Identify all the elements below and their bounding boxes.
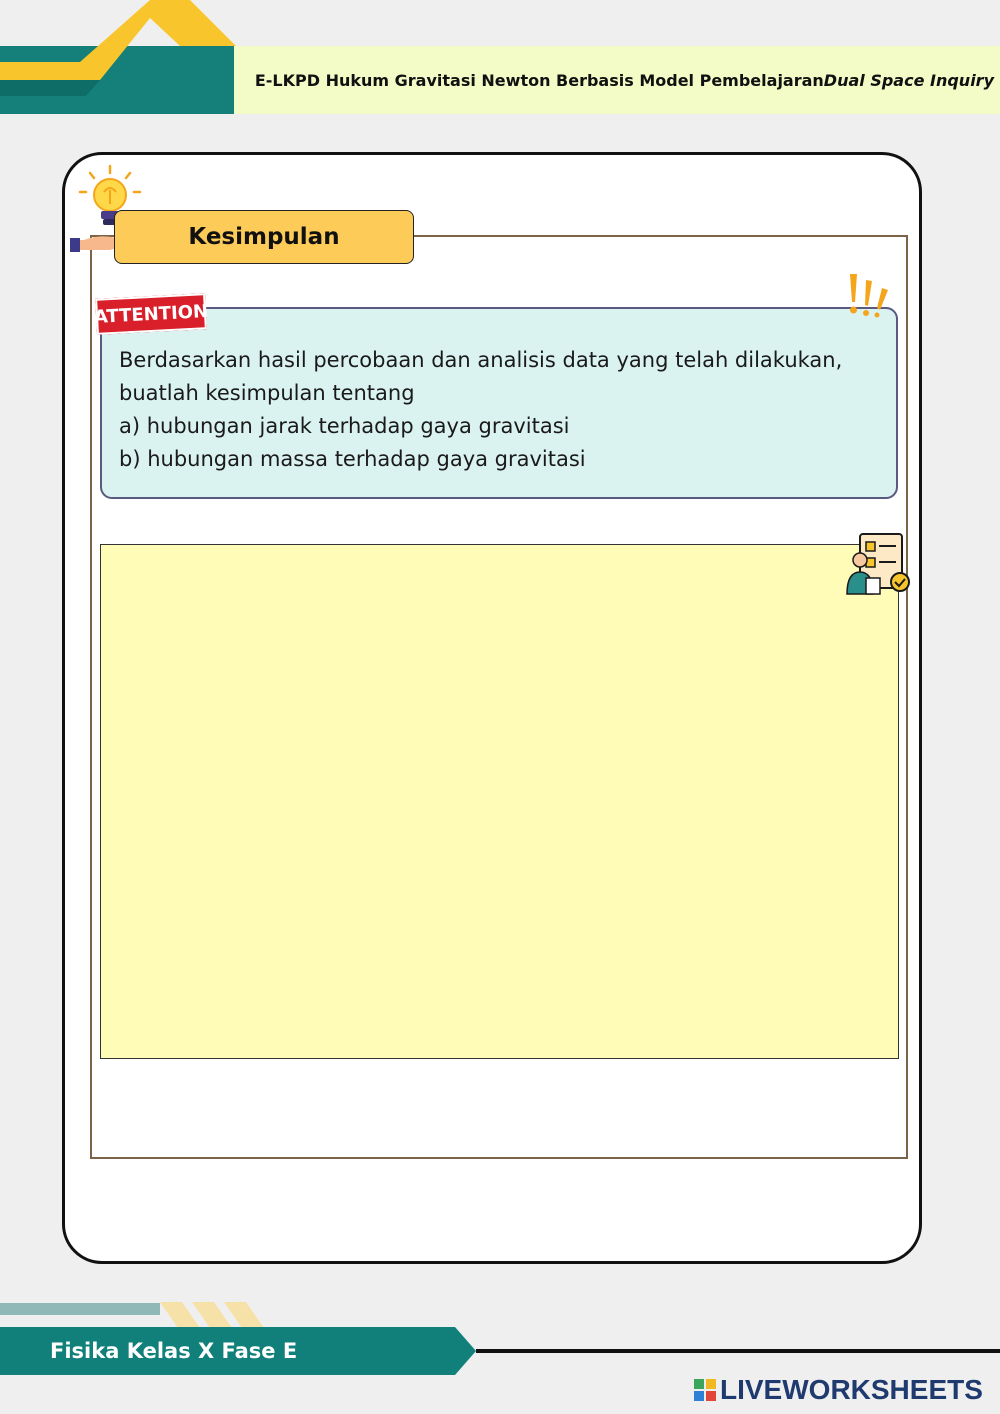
header-title-emphasis: Dual Space Inquiry	[823, 70, 994, 90]
footer-stripes	[160, 1302, 270, 1328]
liveworksheets-brand[interactable]	[694, 1372, 983, 1408]
exclamation-icon	[842, 272, 894, 320]
footer-label: Fisika Kelas X Fase E	[50, 1339, 298, 1363]
instruction-line: a) hubungan jarak terhadap gaya gravitasi	[119, 414, 570, 438]
header-title	[240, 46, 994, 114]
checklist-person-icon	[844, 532, 912, 598]
section-title: Kesimpulan	[114, 210, 414, 264]
attention-instructions	[119, 344, 889, 476]
instruction-line: b) hubungan massa terhadap gaya gravitasi	[119, 447, 586, 471]
attention-badge: ATTENTION	[95, 293, 207, 335]
conclusion-answer-area[interactable]	[100, 544, 899, 1059]
instruction-line: Berdasarkan hasil percobaan dan analisis data yang telah dilakukan,	[119, 348, 843, 372]
header-title-prefix: E-LKPD Hukum Gravitasi Newton Berbasis Model Pembelajaran	[254, 70, 824, 90]
footer-divider	[476, 1349, 1000, 1353]
brand-text: LIVEWORKSHEETS	[720, 1374, 983, 1405]
instruction-line: buatlah kesimpulan tentang	[119, 381, 415, 405]
liveworksheets-logo-icon	[694, 1379, 716, 1401]
header-decoration	[0, 0, 240, 116]
footer-accent-strip	[0, 1303, 160, 1315]
